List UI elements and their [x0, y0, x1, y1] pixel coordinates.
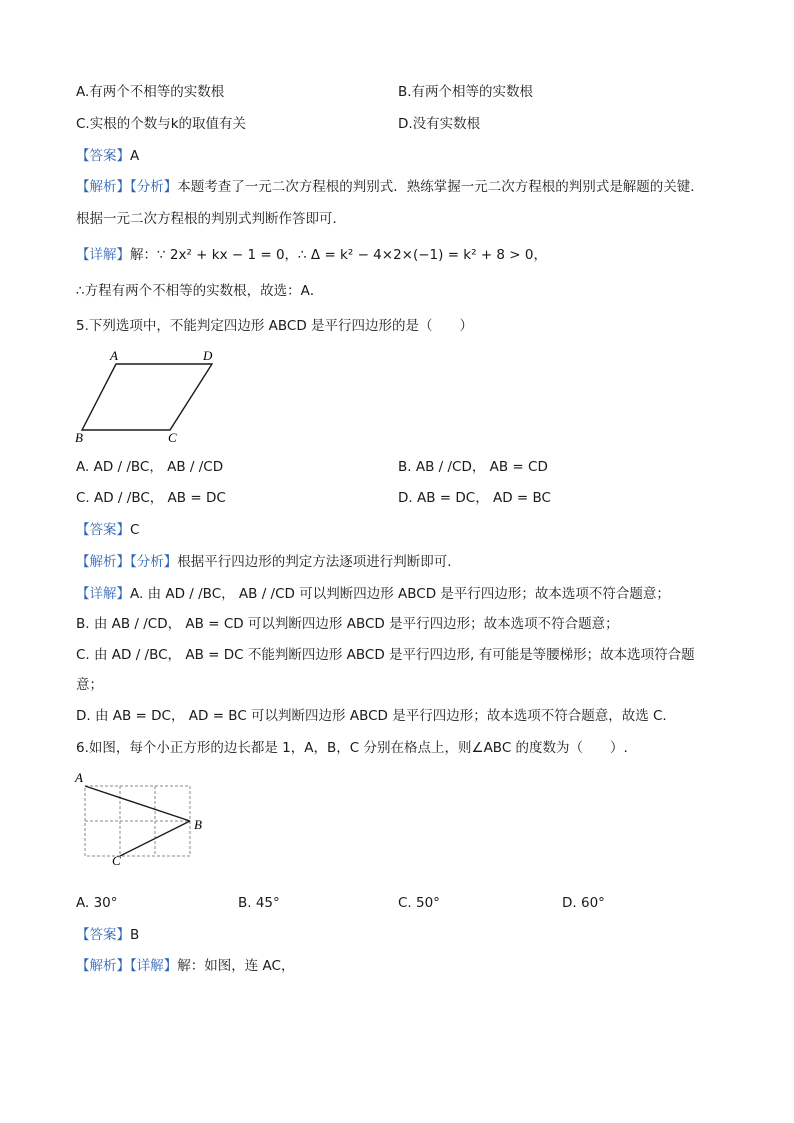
q6-label-c: C: [112, 853, 121, 866]
q5-option-b: B. AB / /CD， AB = CD: [398, 459, 548, 475]
q6-analysis-text: 解：如图，连 AC，: [177, 958, 295, 974]
q5-label-b: B: [75, 430, 83, 445]
q5-option-c: C. AD / /BC， AB = DC: [76, 490, 226, 506]
q6-label-b: B: [194, 817, 202, 832]
q6-option-c: C. 50°: [398, 895, 440, 911]
q4-option-c: C.实根的个数与k的取值有关: [76, 116, 247, 132]
q5-option-a: A. AD / /BC， AB / /CD: [76, 459, 224, 475]
q5-detail-b: B. 由 AB / /CD， AB = CD 可以判断四边形 ABCD 是平行四边形；故本选项不符合题意；: [76, 616, 619, 632]
q4-option-a: A.有两个不相等的实数根: [76, 84, 225, 100]
q4-analysis-text2: 根据一元二次方程根的判别式判断作答即可．: [76, 211, 346, 227]
q4-option-d: D.没有实数根: [398, 116, 481, 132]
answer-tag: 【答案】: [76, 148, 130, 164]
q4-detail-text: 解：∵ 2x² + kx − 1 = 0，∴ Δ = k² − 4×2×(−1) = k² + 8 > 0，: [130, 247, 547, 263]
analysis-tag: 【解析】【分析】: [76, 179, 178, 195]
analysis-tag: 【解析】【详解】: [76, 958, 178, 974]
q5-option-d: D. AB = DC， AD = BC: [398, 490, 551, 506]
answer-tag: 【答案】: [76, 522, 130, 538]
detail-tag: 【详解】: [76, 247, 130, 263]
q6-label-a: A: [75, 770, 83, 785]
detail-tag: 【详解】: [76, 586, 130, 602]
analysis-tag: 【解析】【分析】: [76, 554, 178, 570]
q4-detail-line: [76, 245, 547, 265]
q4-option-b: B.有两个相等的实数根: [398, 84, 534, 100]
q5-detail-c2: 意；: [76, 677, 103, 693]
q4-analysis-text: 本题考查了一元二次方程根的判别式．熟练掌握一元二次方程根的判别式是解题的关键．: [177, 179, 704, 195]
q4-conclusion: ∴方程有两个不相等的实数根，故选：A．: [76, 283, 324, 299]
q5-label-a: A: [110, 348, 118, 363]
q5-label-d: D: [203, 348, 213, 363]
q6-analysis-line: [76, 956, 294, 976]
q4-answer: A: [130, 148, 140, 164]
q6-option-a: A. 30°: [76, 895, 118, 911]
q4-answer-line: [76, 146, 139, 166]
q4-analysis-line: [76, 177, 704, 197]
q6-grid-figure: [70, 766, 220, 866]
q5-analysis-text: 根据平行四边形的判定方法逐项进行判断即可.: [177, 554, 452, 570]
q5-detail-d: D. 由 AB = DC， AD = BC 可以判断四边形 ABCD 是平行四边形；故本选项不符合题意，故选 C.: [76, 708, 667, 724]
q5-analysis-line: [76, 552, 452, 572]
q5-detail-c: C. 由 AD / /BC， AB = DC 不能判断四边形 ABCD 是平行四边形, 有可能是等腰梯形；故本选项符合题: [76, 647, 695, 663]
q6-answer: B: [130, 927, 140, 943]
q5-stem: 5.下列选项中，不能判定四边形 ABCD 是平行四边形的是（ ）: [76, 318, 474, 334]
q5-answer: C: [130, 522, 140, 538]
q5-parallelogram-figure: [70, 344, 230, 448]
q6-stem: 6.如图，每个小正方形的边长都是 1，A，B，C 分别在格点上，则∠ABC 的度数为（ ）.: [76, 740, 628, 756]
answer-tag: 【答案】: [76, 927, 130, 943]
q5-label-c: C: [168, 430, 177, 445]
q5-detail-a: A. 由 AD / /BC， AB / /CD 可以判断四边形 ABCD 是平行四边形；故本选项不符合题意；: [130, 586, 670, 602]
q5-answer-line: [76, 520, 139, 540]
q6-answer-line: [76, 925, 139, 945]
q6-option-d: D. 60°: [562, 895, 605, 911]
q6-option-b: B. 45°: [238, 895, 280, 911]
q5-detail-line: [76, 584, 670, 604]
